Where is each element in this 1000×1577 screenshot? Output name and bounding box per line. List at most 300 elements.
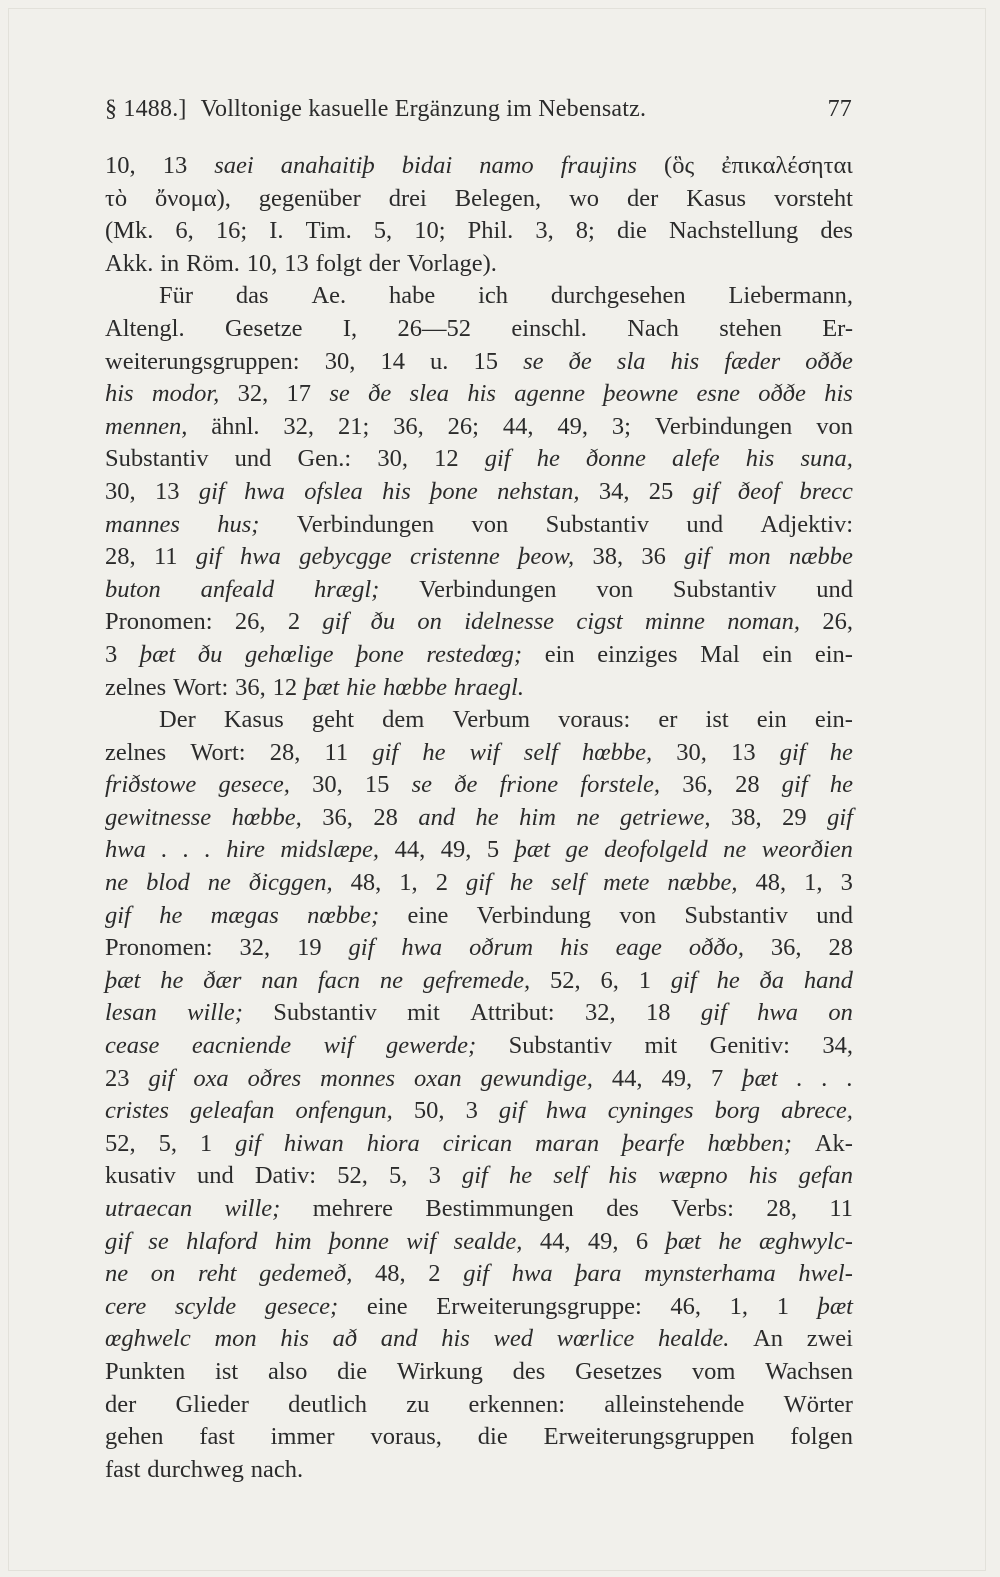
roman-text: 49, (557, 412, 588, 440)
word (304, 672, 339, 705)
word (105, 509, 180, 542)
roman-text: 29 (782, 803, 807, 831)
word (401, 932, 442, 965)
roman-text: Adjektiv: (760, 510, 853, 538)
word (311, 280, 346, 313)
word (268, 1356, 307, 1389)
roman-text: 1 (638, 966, 651, 994)
italic-text: gedemeð, (259, 1260, 353, 1288)
word (708, 1128, 792, 1161)
italic-text: hand (803, 966, 853, 994)
italic-text: bidai (401, 152, 453, 179)
italic-text: gif (692, 477, 719, 505)
word (105, 997, 157, 1030)
text-line (105, 639, 853, 672)
italic-text: gif (465, 869, 492, 897)
word (467, 378, 496, 411)
italic-text: ge (565, 836, 589, 864)
word (829, 1193, 853, 1226)
word (238, 378, 269, 411)
roman-text: alleinstehende (604, 1390, 745, 1418)
word (485, 443, 511, 476)
italic-text: borg (714, 1097, 760, 1125)
roman-text: mit (407, 999, 440, 1027)
word (700, 639, 739, 672)
italic-text: eage (615, 934, 662, 962)
italic-text: gif (198, 477, 225, 505)
roman-text: Tim. (305, 217, 352, 245)
roman-text: 30, (312, 771, 343, 799)
roman-text: 1, (729, 1292, 749, 1320)
word (255, 1160, 316, 1193)
italic-text: oððe (758, 380, 806, 408)
roman-text: 36, (393, 412, 424, 440)
word (686, 509, 723, 542)
roman-text: Altengl. (105, 314, 185, 342)
italic-text: mon (214, 1325, 257, 1353)
italic-text: nehstan, (497, 477, 580, 505)
word (664, 150, 694, 183)
italic-text: se (148, 1227, 169, 1255)
word (214, 1323, 256, 1356)
word (735, 769, 760, 802)
roman-text: voraus: (558, 706, 631, 734)
word (287, 378, 312, 411)
italic-text: namo (479, 152, 534, 179)
roman-text: gegenüber (258, 184, 361, 212)
roman-text: ein- (814, 640, 853, 668)
italic-text: his (105, 380, 134, 408)
word (273, 672, 298, 705)
word (535, 215, 553, 248)
italic-text: ne (105, 869, 129, 897)
roman-text: 36, (770, 934, 802, 962)
word (316, 248, 362, 281)
word (313, 1193, 393, 1226)
word (777, 1291, 789, 1324)
word (692, 1356, 736, 1389)
roman-text: 28, (269, 738, 301, 766)
word (393, 411, 424, 444)
italic-text: maran (535, 1129, 600, 1157)
word (105, 737, 166, 770)
italic-text: midslæpe, (280, 836, 380, 864)
running-header (105, 96, 852, 123)
italic-text: ðonne (585, 445, 646, 473)
word (658, 1160, 727, 1193)
word (325, 346, 356, 379)
roman-text: 46, (670, 1292, 702, 1320)
italic-text: ðu (370, 608, 396, 636)
roman-text: zelnes (105, 673, 167, 701)
italic-text: œghwelc (105, 1325, 191, 1353)
italic-text: hiwan (283, 1129, 344, 1157)
italic-text: . (161, 836, 168, 864)
word (259, 1258, 352, 1291)
word (511, 313, 587, 346)
word (645, 1030, 678, 1063)
word (367, 1291, 408, 1324)
italic-text: hœbben; (707, 1129, 792, 1157)
roman-text: 44, (394, 836, 426, 864)
word (784, 1389, 853, 1422)
word (382, 704, 424, 737)
roman-text: Glieder (175, 1390, 249, 1418)
italic-text: hœbbe (383, 673, 447, 701)
word (429, 1160, 441, 1193)
roman-text: 34, (822, 1032, 853, 1060)
roman-text: 50, (413, 1097, 445, 1125)
word (105, 1389, 136, 1422)
word (608, 1160, 637, 1193)
word (576, 802, 599, 835)
italic-text: geleafan (190, 1097, 275, 1125)
italic-text: nœbbe; (307, 901, 380, 929)
roman-text: 3 (105, 640, 118, 668)
word (789, 541, 853, 574)
word (509, 1160, 532, 1193)
roman-text: ein (762, 640, 793, 668)
word (365, 769, 390, 802)
word (105, 1454, 140, 1487)
roman-text: 10, (246, 249, 278, 277)
roman-text: 3 (840, 869, 853, 897)
word (337, 1160, 368, 1193)
word (419, 574, 556, 607)
word (701, 997, 727, 1030)
word (183, 834, 189, 867)
word (428, 1258, 440, 1291)
italic-text: hwa (105, 836, 146, 864)
italic-text: ofslea (304, 477, 363, 505)
italic-text: wæpno (658, 1162, 728, 1190)
text-line (105, 411, 853, 444)
word (719, 313, 782, 346)
italic-text: wif (323, 1032, 354, 1060)
italic-text: he (718, 1227, 742, 1255)
page-number: 77 (827, 96, 852, 122)
roman-text: eine (366, 1292, 408, 1320)
word (454, 672, 524, 705)
word (730, 1291, 748, 1324)
word (742, 1063, 777, 1096)
word (245, 639, 333, 672)
italic-text: scylde (174, 1292, 237, 1320)
italic-text: gefremede, (422, 966, 531, 994)
word (847, 1063, 853, 1096)
word (576, 215, 595, 248)
word (684, 541, 710, 574)
italic-text: hwa (757, 999, 799, 1027)
word (197, 1160, 234, 1193)
roman-text: Verbs: (671, 1195, 734, 1222)
roman-text: habe (389, 282, 436, 310)
word (827, 802, 853, 835)
roman-text: folgt (315, 249, 362, 277)
roman-text: 26; (447, 412, 479, 440)
roman-text: 3 (465, 1097, 478, 1125)
word (760, 965, 785, 998)
roman-text: 32, (237, 380, 269, 408)
word (612, 1063, 643, 1096)
italic-text: onfengun, (295, 1097, 393, 1125)
text-line (105, 997, 853, 1030)
word (443, 1128, 512, 1161)
italic-text: mon (728, 543, 771, 571)
word (186, 248, 240, 281)
roman-text: 3 (428, 1162, 441, 1190)
word (696, 378, 740, 411)
roman-text: 28 (373, 803, 398, 831)
roman-text: und (816, 575, 853, 603)
word (320, 1063, 395, 1096)
word (718, 1226, 741, 1259)
word (497, 476, 579, 509)
italic-text: fraujins (560, 152, 637, 179)
roman-text: Röm. (186, 249, 240, 277)
word (160, 248, 179, 281)
word (247, 248, 278, 281)
italic-text: gif (700, 999, 727, 1027)
word (333, 1323, 358, 1356)
italic-text: ðe (368, 380, 392, 408)
word (588, 1226, 619, 1259)
roman-text: geht (311, 706, 355, 734)
word (372, 737, 398, 770)
word (105, 1160, 176, 1193)
word (619, 900, 656, 933)
word (436, 1291, 641, 1324)
roman-text: zu (406, 1390, 430, 1418)
roman-text: Substantiv (105, 445, 209, 473)
italic-text: se (523, 347, 544, 375)
word (455, 183, 541, 216)
roman-text: Substantiv (508, 1032, 613, 1060)
word (762, 639, 792, 672)
word (617, 346, 646, 379)
word (804, 867, 822, 900)
word (406, 1226, 436, 1259)
word (766, 1193, 797, 1226)
word (441, 834, 472, 867)
word (105, 932, 213, 965)
italic-text: . (846, 1064, 853, 1092)
italic-text: se (411, 771, 433, 799)
word (561, 150, 637, 183)
italic-text: ðicggen, (248, 869, 333, 897)
italic-text: gif (195, 543, 222, 571)
word (324, 1030, 354, 1063)
roman-text: 3, (535, 217, 554, 245)
roman-text: Phil. (467, 217, 514, 245)
word (518, 541, 574, 574)
italic-text: ne (207, 869, 231, 897)
roman-text: Dativ: (254, 1162, 317, 1190)
italic-text: his (748, 1162, 778, 1190)
word (198, 639, 223, 672)
italic-text: cristes (105, 1097, 169, 1125)
text-line (105, 932, 853, 965)
italic-text: oxa (193, 1064, 229, 1092)
text-line (105, 574, 853, 607)
word (414, 1095, 445, 1128)
word (503, 411, 534, 444)
word (375, 1258, 406, 1291)
roman-text: Wort: (173, 673, 229, 701)
italic-text: and (418, 803, 456, 831)
word (474, 346, 499, 379)
word (667, 867, 737, 900)
word (105, 1226, 131, 1259)
italic-text: cyninges (607, 1097, 694, 1125)
word (841, 867, 853, 900)
italic-text: mete (603, 869, 650, 897)
roman-text: Substantiv (672, 575, 777, 603)
italic-text: oððe (805, 347, 853, 375)
italic-text: nan (261, 966, 298, 994)
word (235, 1128, 261, 1161)
text-line (105, 313, 853, 346)
italic-text: forstele, (580, 771, 660, 799)
word (553, 1160, 587, 1193)
word (105, 476, 136, 509)
word (283, 411, 314, 444)
roman-text: Verbindungen (654, 412, 793, 440)
roman-text: 3; (611, 412, 631, 440)
roman-text: Substantiv (545, 510, 650, 538)
word (544, 1421, 755, 1454)
word (288, 606, 300, 639)
roman-text: 5 (486, 836, 500, 864)
roman-text: 5, (158, 1129, 177, 1157)
word (159, 280, 193, 313)
italic-text: þonne (328, 1227, 389, 1255)
word (105, 1030, 159, 1063)
roman-text: 26, (822, 608, 853, 636)
word (575, 1258, 621, 1291)
roman-text: ist (215, 1357, 239, 1385)
word (159, 1128, 177, 1161)
italic-text: on (828, 999, 853, 1027)
roman-text: 26, (234, 608, 266, 636)
word (329, 378, 349, 411)
word (818, 1291, 853, 1324)
word (408, 900, 449, 933)
italic-text: þæt (817, 1292, 853, 1320)
italic-text: gesece, (218, 771, 290, 799)
word (513, 1356, 546, 1389)
word (646, 997, 671, 1030)
word (494, 1323, 533, 1356)
roman-text: Pronomen: (105, 608, 213, 636)
word (815, 704, 853, 737)
word (154, 541, 178, 574)
word (105, 1193, 192, 1226)
word (682, 769, 713, 802)
roman-text: 11 (324, 738, 349, 766)
italic-text: cere (105, 1292, 147, 1320)
italic-text: frione (499, 771, 559, 799)
italic-text: æghwylc- (758, 1227, 853, 1255)
word (731, 737, 756, 770)
word (225, 1193, 281, 1226)
text-line (105, 1291, 853, 1324)
italic-text: utraecan (105, 1195, 193, 1222)
word (454, 769, 477, 802)
roman-text: 48, (350, 869, 382, 897)
word (407, 248, 497, 281)
text-line (105, 215, 853, 248)
word (434, 443, 459, 476)
roman-text: Er- (822, 314, 853, 342)
italic-text: oðres (247, 1064, 302, 1092)
italic-text: his (824, 380, 853, 408)
word (822, 1030, 853, 1063)
word (575, 1356, 662, 1389)
italic-text: þæt (742, 1064, 778, 1092)
roman-text: folgen (790, 1423, 853, 1451)
word (596, 574, 633, 607)
roman-text: 49, (661, 1064, 693, 1092)
word (645, 606, 705, 639)
roman-text: durchweg (147, 1455, 244, 1483)
word (644, 1258, 776, 1291)
italic-text: ne (723, 836, 747, 864)
word (655, 411, 792, 444)
italic-text: gif (461, 1162, 488, 1190)
italic-text: hœbbe, (582, 738, 653, 766)
roman-text: 13 (731, 738, 756, 766)
roman-text: Verbindungen (296, 510, 435, 538)
italic-text: hus; (217, 510, 260, 538)
text-line (105, 737, 853, 770)
word (612, 411, 631, 444)
roman-text: Vorlage). (406, 249, 497, 277)
italic-text: hwa (240, 543, 281, 571)
italic-text: hœbbe, (231, 803, 302, 831)
text-line (105, 1421, 853, 1454)
word (515, 834, 550, 867)
word (603, 867, 649, 900)
word (312, 704, 354, 737)
word (208, 867, 231, 900)
word (566, 834, 589, 867)
italic-text: hraegl. (453, 673, 524, 701)
roman-text: Belegen, (454, 184, 542, 212)
word (307, 900, 379, 933)
italic-text: mannes (105, 510, 180, 538)
word (346, 672, 376, 705)
text-line (105, 509, 853, 542)
roman-text: Gen.: (297, 445, 352, 473)
italic-text: agenne (514, 380, 585, 408)
italic-text: mynsterhama (644, 1260, 776, 1288)
word (816, 574, 853, 607)
roman-text: immer (270, 1423, 335, 1451)
word (627, 313, 679, 346)
italic-text: he (422, 738, 446, 766)
italic-text: gif (781, 771, 808, 799)
word (265, 1291, 338, 1324)
roman-text: Attribut: (470, 999, 555, 1027)
word (448, 411, 479, 444)
word (406, 1389, 429, 1422)
roman-text: also (267, 1357, 308, 1385)
italic-text: he (536, 445, 560, 473)
roman-text: 52, (550, 966, 581, 994)
word (371, 606, 396, 639)
word (395, 834, 426, 867)
